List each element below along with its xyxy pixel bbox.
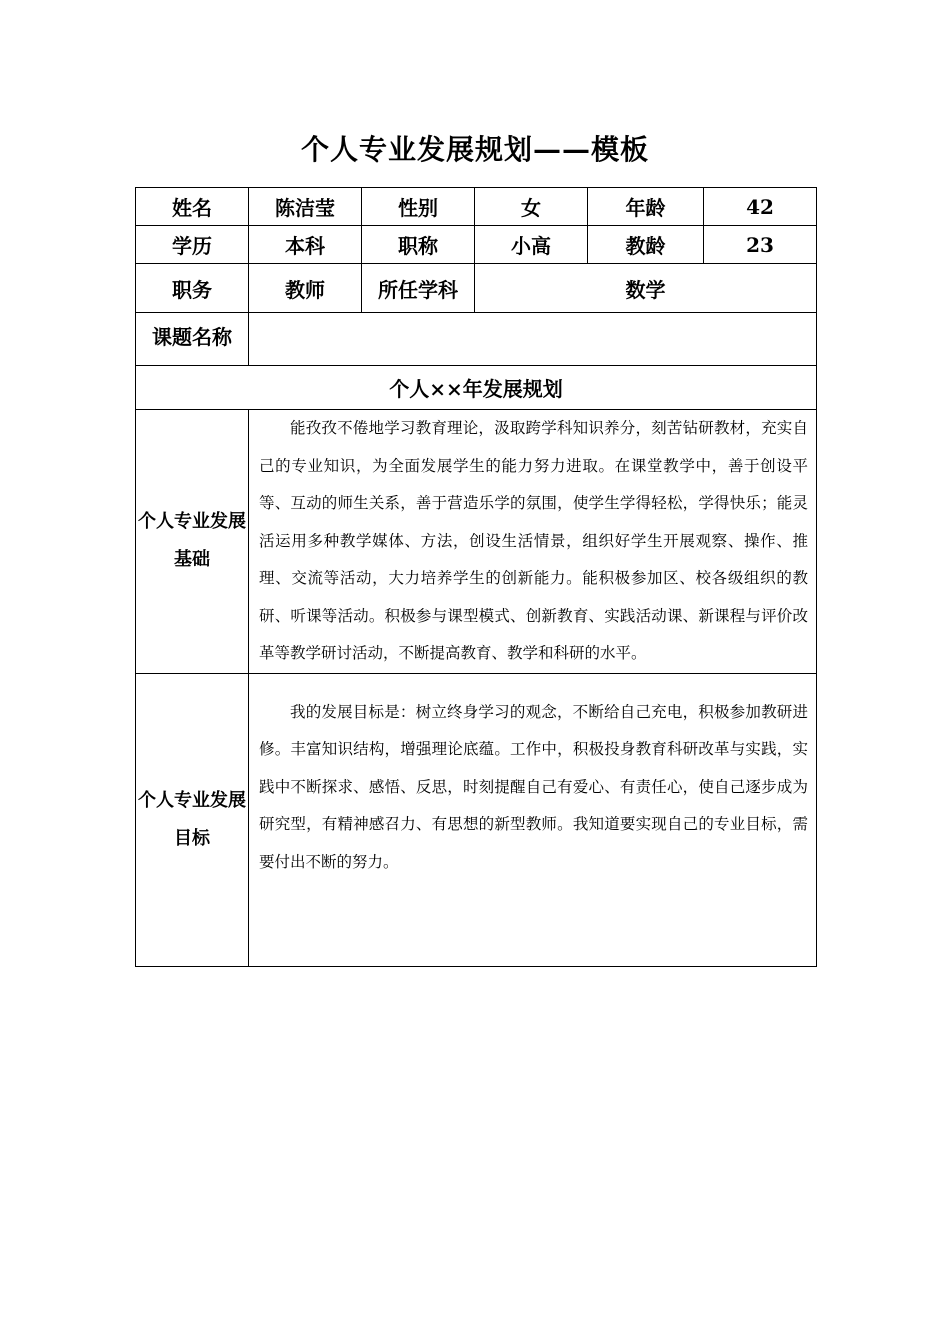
rank-value: 小高 <box>475 226 588 264</box>
section-label-foundation: 个人专业发展基础 <box>136 410 249 674</box>
topic-value <box>249 313 817 366</box>
table-row <box>136 226 817 264</box>
table-row <box>136 313 817 366</box>
table-row <box>136 366 817 410</box>
goal-paragraph: 我的发展目标是：树立终身学习的观念，不断给自己充电，积极参加教研进修。丰富知识结构，增强理论底蕴。工作中，积极投身教育科研改革与实践，实践中不断探求、感悟、反思，时刻提醒自己有爱心、有责任心，使自己逐步成为研究型，有精神感召力、有思想的新型教师。我知道要实现自己的专业目标，需要付出不断的努力。 <box>259 702 808 871</box>
page-title: 个人专业发展规划——模板 <box>300 133 649 166</box>
position-label: 职务 <box>136 264 249 313</box>
teaching-years-value: 23 <box>704 226 817 264</box>
gender-label: 性别 <box>362 188 475 226</box>
name-label: 姓名 <box>136 188 249 226</box>
section-text-goal <box>249 673 817 966</box>
topic-label: 课题名称 <box>136 313 249 366</box>
teaching-years-label: 教龄 <box>588 226 704 264</box>
profile-form-table <box>135 187 817 967</box>
position-value: 教师 <box>249 264 362 313</box>
table-row <box>136 264 817 313</box>
rank-label: 职称 <box>362 226 475 264</box>
foundation-paragraph: 能孜孜不倦地学习教育理论，汲取跨学科知识养分，刻苦钻研教材，充实自己的专业知识，为全面发展学生的能力努力进取。在课堂教学中，善于创设平等、互动的师生关系，善于营造乐学的氛围，使学生学得轻松，学得快乐；能灵活运用多种教学媒体、方法，创设生活情景，组织好学生开展观察、操作、推理、交流等活动，大力培养学生的创新能力。能积极参加区、校各级组织的教研、听课等活动。积极参与课型模式、创新教育、实践活动课、新课程与评价改革等教学研讨活动，不断提高教育、教学和科研的水平。 <box>259 419 808 662</box>
section-text-foundation <box>249 410 817 674</box>
subject-value: 数学 <box>475 264 817 313</box>
education-label: 学历 <box>136 226 249 264</box>
table-row <box>136 673 817 966</box>
section-label-goal: 个人专业发展目标 <box>136 673 249 966</box>
table-row <box>136 410 817 674</box>
gender-value: 女 <box>475 188 588 226</box>
age-value: 42 <box>704 188 817 226</box>
name-value: 陈洁莹 <box>249 188 362 226</box>
subject-label: 所任学科 <box>362 264 475 313</box>
table-row <box>136 188 817 226</box>
education-value: 本科 <box>249 226 362 264</box>
age-label: 年龄 <box>588 188 704 226</box>
plan-header: 个人××年发展规划 <box>136 366 817 410</box>
